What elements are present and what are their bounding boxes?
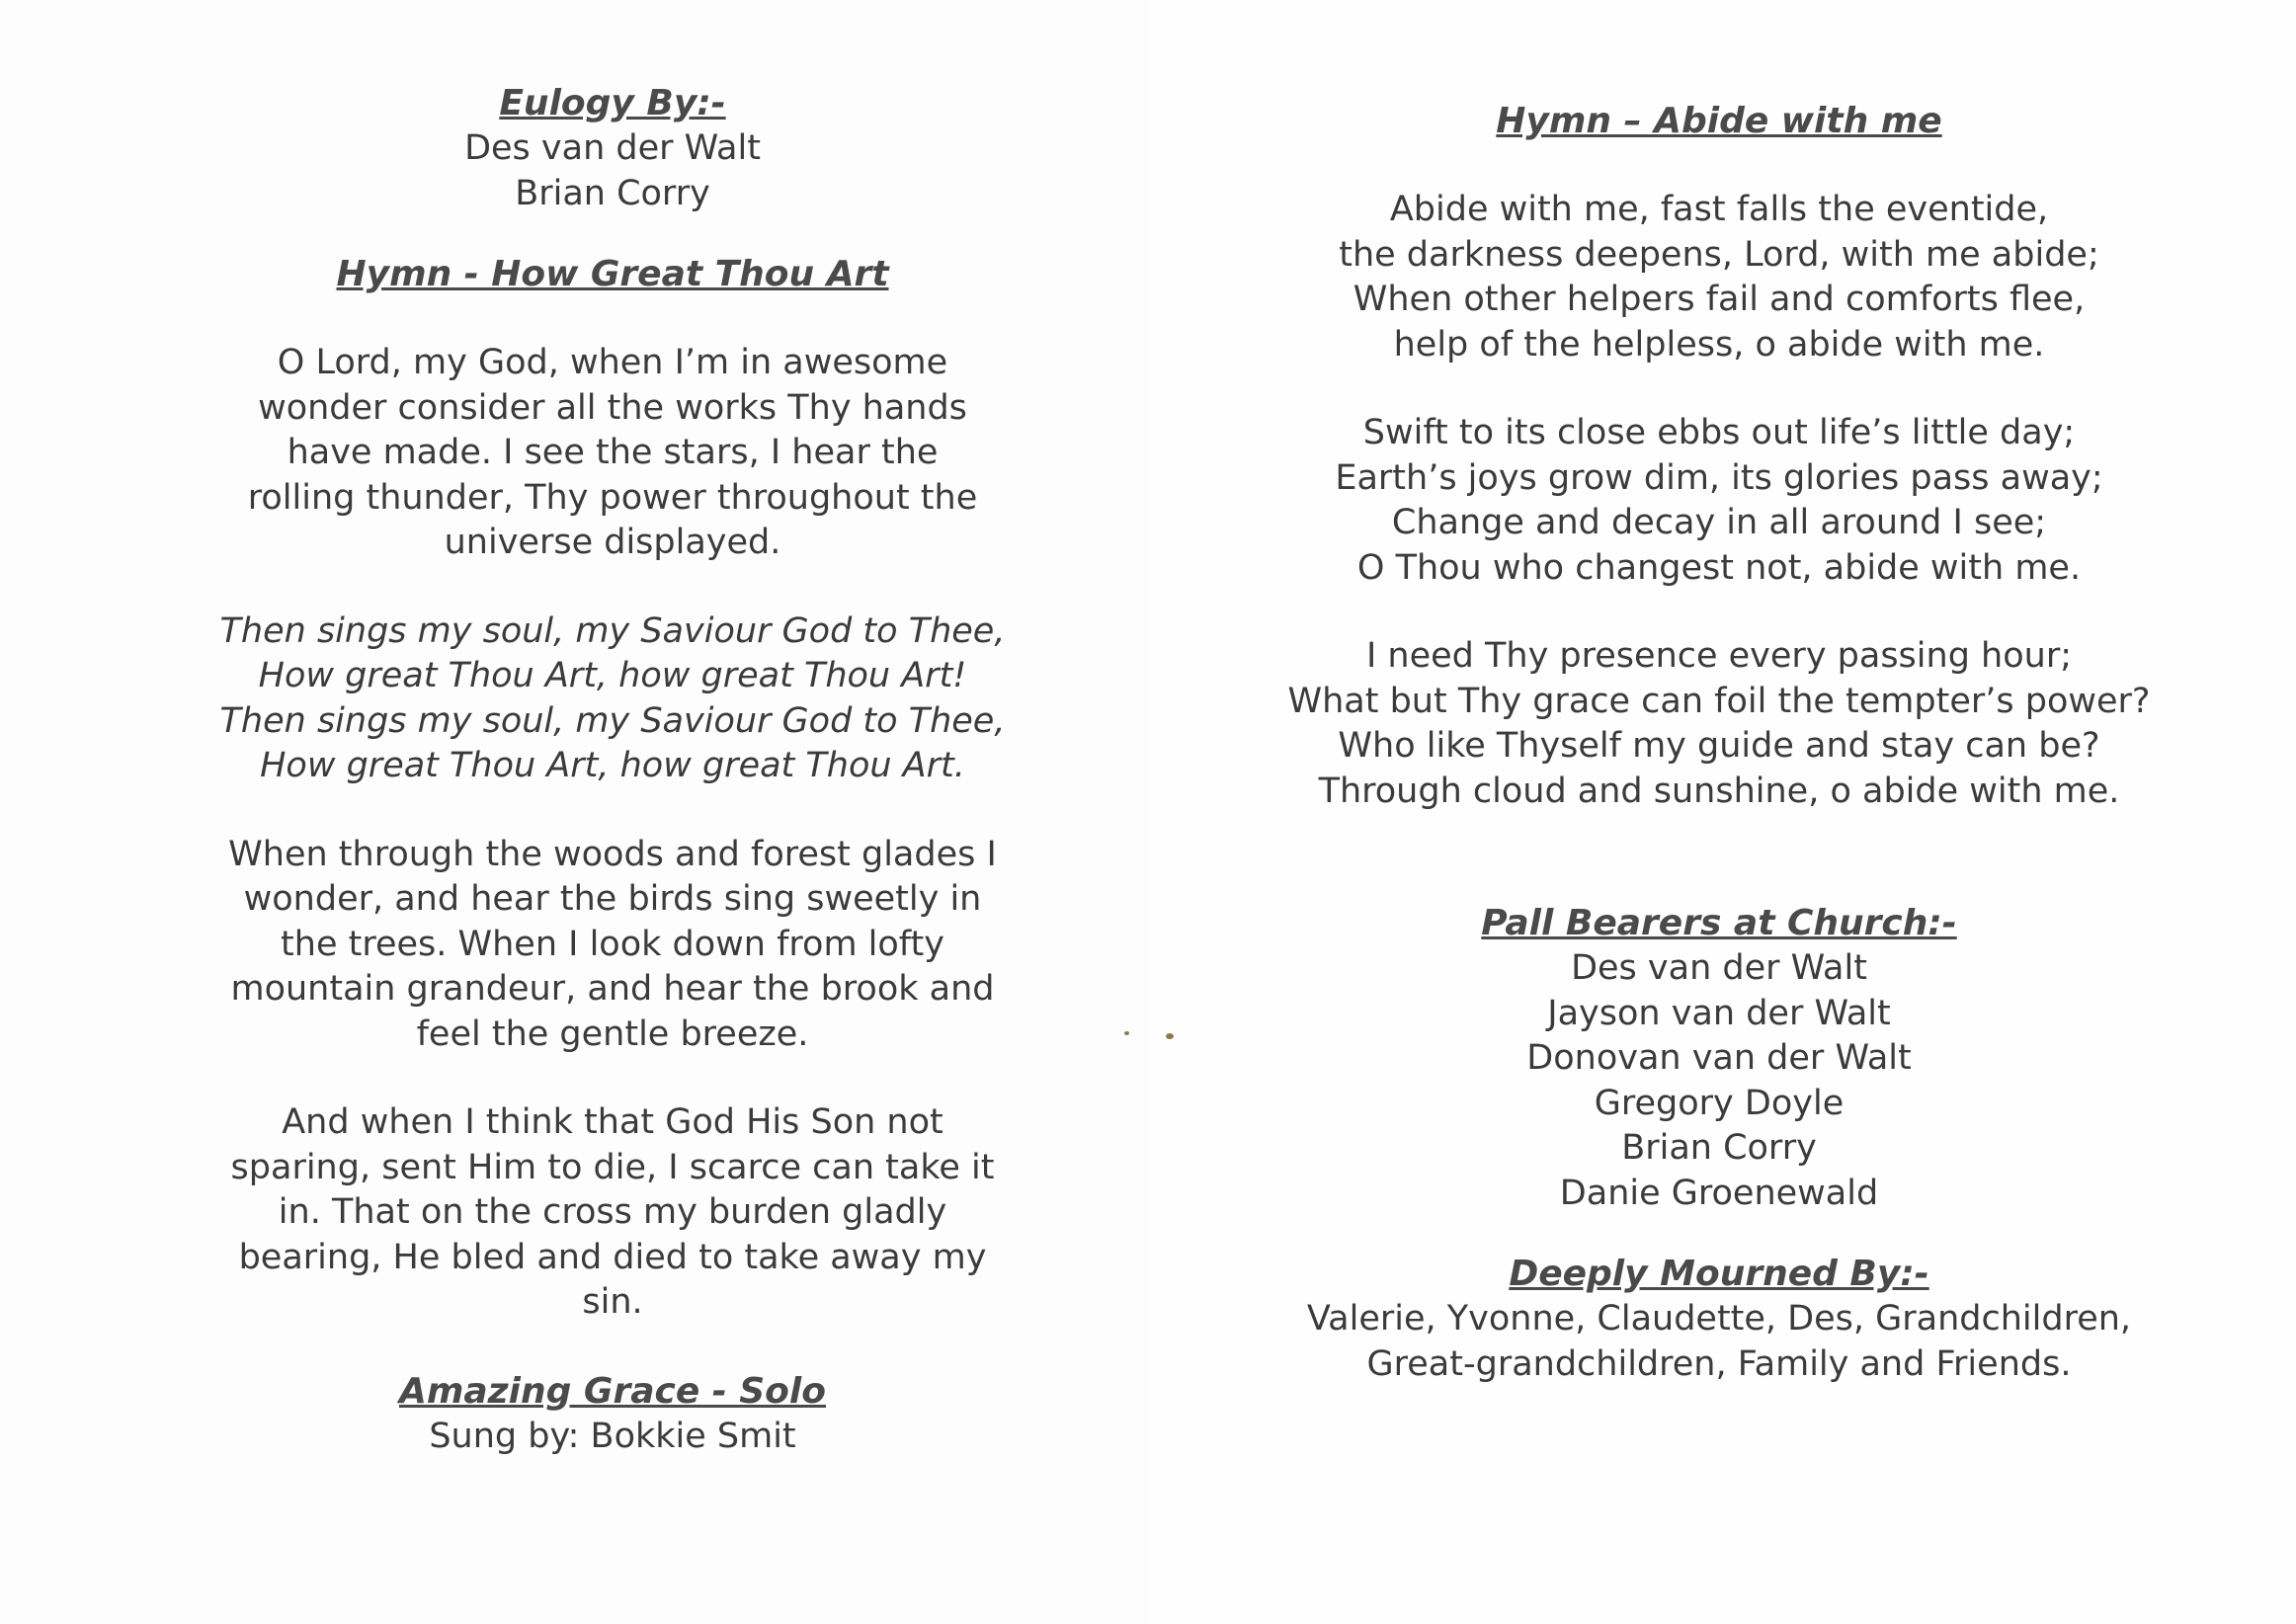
verse-line: sparing, sent Him to die, I scarce can take it — [230, 1147, 995, 1187]
solo-singer: Sung by: Bokkie Smit — [429, 1416, 796, 1456]
paper-speck — [1166, 1033, 1174, 1039]
pall-bearer-name: Donovan van der Walt — [1526, 1038, 1912, 1078]
verse-line: feel the gentle breeze. — [416, 1014, 809, 1054]
verse-line: Earth’s joys grow dim, its glories pass away; — [1335, 457, 2103, 498]
verse-line: bearing, He bled and died to take away my — [238, 1237, 987, 1277]
mourned-line: Valerie, Yvonne, Claudette, Des, Grandchildren, — [1306, 1299, 2132, 1339]
pall-bearer-name: Danie Groenewald — [1559, 1173, 1879, 1213]
eulogy-name: Brian Corry — [515, 173, 710, 213]
verse-line: Swift to its close ebbs out life’s little day; — [1362, 413, 2076, 452]
chorus-line: How great Thou Art, how great Thou Art. — [260, 746, 965, 785]
verse-line: What but Thy grace can foil the tempter’s power? — [1287, 681, 2151, 721]
verse-line: wonder, and hear the birds sing sweetly in — [243, 879, 982, 919]
verse-line: have made. I see the stars, I hear the — [287, 433, 939, 472]
pall-bearer-name: Gregory Doyle — [1594, 1083, 1845, 1123]
hymn-how-great-chorus — [198, 609, 1027, 789]
right-page — [1148, 0, 2296, 1624]
verse-line: Abide with me, fast falls the eventide, — [1389, 190, 2049, 229]
verse-line: When through the woods and forest glades I — [228, 834, 997, 874]
verse-line: the darkness deepens, Lord, with me abide; — [1339, 234, 2099, 275]
eulogy-heading: Eulogy By:- — [499, 83, 726, 123]
pall-bearer-name: Brian Corry — [1621, 1128, 1817, 1168]
deeply-mourned-heading: Deeply Mourned By:- — [1509, 1254, 1929, 1294]
verse-line: Change and decay in all around I see; — [1391, 503, 2047, 542]
verse-line: universe displayed. — [444, 523, 781, 562]
hymn-how-great-verse-2 — [198, 833, 1027, 1058]
mourned-line: Great-grandchildren, Family and Friends. — [1366, 1343, 2072, 1384]
hymn-abide-verse-2 — [1265, 411, 2173, 591]
chorus-line: How great Thou Art, how great Thou Art! — [258, 656, 967, 695]
verse-line: O Lord, my God, when I’m in awesome — [277, 343, 948, 382]
left-column — [198, 0, 1027, 1459]
verse-line: the trees. When I look down from lofty — [281, 924, 944, 964]
pall-bearer-name: Des van der Walt — [1571, 948, 1867, 988]
verse-line: help of the helpless, o abide with me. — [1393, 324, 2045, 365]
hymn-abide-heading: Hymn – Abide with me — [1496, 101, 1942, 141]
verse-line: sin. — [582, 1282, 643, 1322]
hymn-abide-verse-3 — [1265, 634, 2173, 814]
eulogy-name: Des van der Walt — [464, 128, 761, 168]
verse-line: Through cloud and sunshine, o abide with me. — [1318, 771, 2120, 811]
verse-line: in. That on the cross my burden gladly — [278, 1192, 947, 1232]
right-column — [1265, 0, 2173, 1387]
pall-bearers-list — [1265, 946, 2173, 1216]
verse-line: rolling thunder, Thy power throughout the — [247, 477, 978, 518]
hymn-how-great-verse-1 — [198, 341, 1027, 566]
hymn-how-great-verse-3 — [198, 1100, 1027, 1326]
chorus-line: Then sings my soul, my Saviour God to Thee, — [219, 610, 1006, 651]
paper-speck — [1124, 1031, 1129, 1035]
verse-line: Who like Thyself my guide and stay can be? — [1338, 726, 2100, 766]
chorus-line: Then sings my soul, my Saviour God to Thee, — [219, 700, 1006, 741]
verse-line: And when I think that God His Son not — [282, 1102, 943, 1142]
hymn-abide-verse-1 — [1265, 188, 2173, 367]
hymn-how-great-heading: Hymn - How Great Thou Art — [336, 254, 889, 294]
pall-bearers-heading: Pall Bearers at Church:- — [1481, 903, 1957, 943]
verse-line: wonder consider all the works Thy hands — [258, 387, 967, 428]
pall-bearer-name: Jayson van der Walt — [1547, 993, 1891, 1033]
verse-line: When other helpers fail and comforts flee, — [1353, 280, 2086, 319]
verse-line: O Thou who changest not, abide with me. — [1356, 547, 2082, 588]
verse-line: I need Thy presence every passing hour; — [1365, 636, 2072, 676]
verse-line: mountain grandeur, and hear the brook and — [230, 969, 995, 1009]
amazing-grace-heading: Amazing Grace - Solo — [399, 1370, 826, 1412]
